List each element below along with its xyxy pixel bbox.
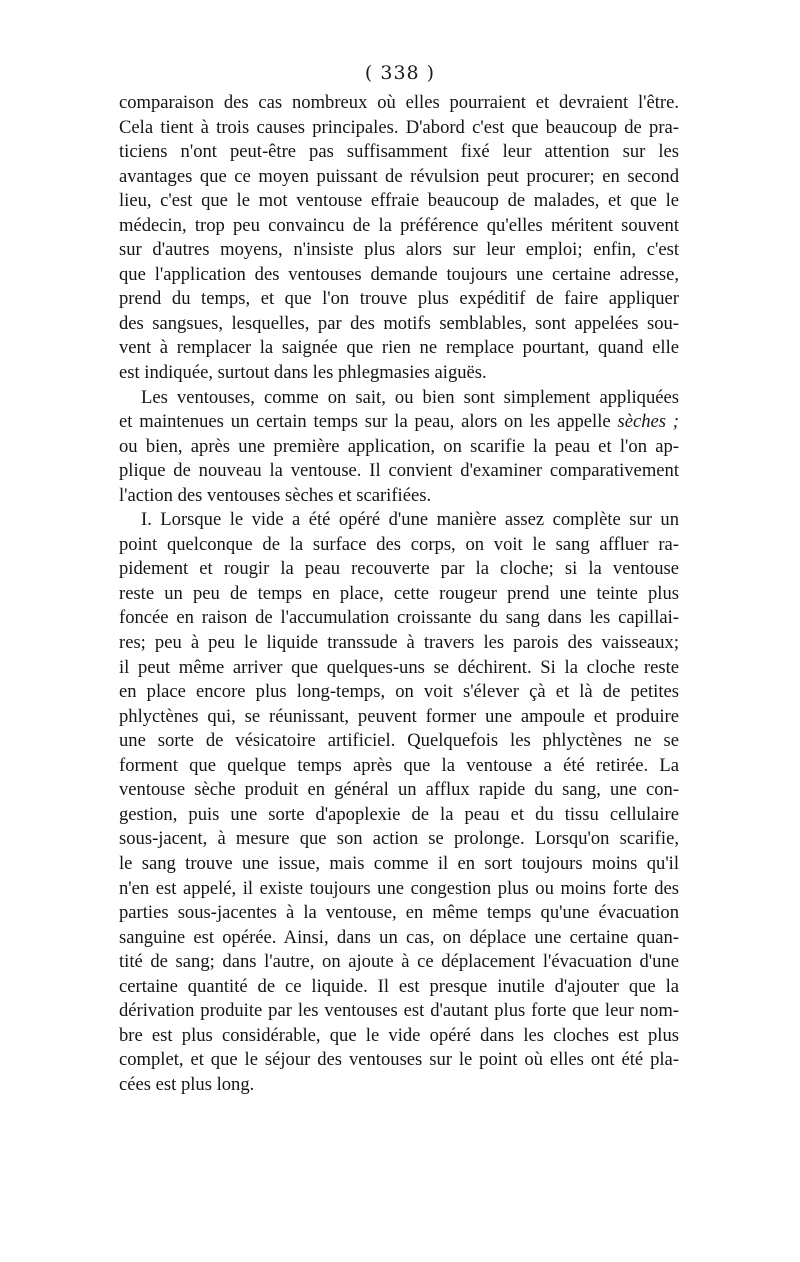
text-line: Cela tient à trois causes principales. D'abord c'est que beaucoup de pra- <box>119 116 679 138</box>
text-line: sous-jacent, à mesure que son action se prolonge. Lorsqu'on scarifie, <box>119 828 679 850</box>
text-line: il peut même arriver que quelques-uns se déchirent. Si la cloche reste <box>119 656 679 678</box>
text-line: parties sous-jacentes à la ventouse, en même temps qu'une évacuation <box>119 902 679 924</box>
page-number: ( 338 ) <box>364 62 436 84</box>
paragraph-3 <box>119 508 679 1097</box>
text-line-with-italic <box>119 410 679 435</box>
text-segment: et maintenues un certain temps sur la peau, alors on les appelle <box>119 411 611 433</box>
body-text <box>119 91 679 1097</box>
paragraph-1 <box>119 91 679 386</box>
text-line: pidement et rougir la peau recouverte par la cloche; si la ventouse <box>119 558 679 580</box>
text-line: bre est plus considérable, que le vide opéré dans les cloches est plus <box>119 1024 679 1046</box>
text-line: sanguine est opérée. Ainsi, dans un cas, on déplace une certaine quan- <box>119 926 679 948</box>
text-line: reste un peu de temps en place, cette rougeur prend une teinte plus <box>119 582 679 604</box>
text-line: sur d'autres moyens, n'insiste plus alors sur leur emploi; enfin, c'est <box>119 239 679 261</box>
text-line: dérivation produite par les ventouses est d'autant plus forte que leur nom- <box>119 1000 679 1022</box>
text-line: forment que quelque temps après que la ventouse a été retirée. La <box>119 754 679 776</box>
text-line: médecin, trop peu convaincu de la préférence qu'elles méritent souvent <box>119 214 679 236</box>
text-line: l'action des ventouses sèches et scarifiées. <box>119 484 432 506</box>
text-line: le sang trouve une issue, mais comme il en sort toujours moins qu'il <box>119 852 679 874</box>
text-line: Les ventouses, comme on sait, ou bien sont simplement appliquées <box>141 386 679 408</box>
text-line: res; peu à peu le liquide transsude à travers les parois des vaisseaux; <box>119 632 679 654</box>
text-line: ou bien, après une première application, on scarifie la peau et l'on ap- <box>119 435 679 457</box>
text-line: une sorte de vésicatoire artificiel. Quelquefois les phlyctènes ne se <box>119 730 679 752</box>
text-line: cées est plus long. <box>119 1073 255 1095</box>
text-line: que l'application des ventouses demande toujours une certaine adresse, <box>119 263 679 285</box>
paragraph-2 <box>119 386 679 509</box>
text-line: avantages que ce moyen puissant de révulsion peut procurer; en second <box>119 165 679 187</box>
text-line: ticiens n'ont peut-être pas suffisamment fixé leur attention sur les <box>119 141 679 163</box>
text-line: en place encore plus long-temps, on voit s'élever çà et là de petites <box>119 681 679 703</box>
text-line: point quelconque de la surface des corps, on voit le sang affluer ra- <box>119 533 679 555</box>
text-line: foncée en raison de l'accumulation croissante du sang dans les capillai- <box>119 607 679 629</box>
text-line: complet, et que le séjour des ventouses sur le point où elles ont été pla- <box>119 1049 679 1071</box>
text-line: vent à remplacer la saignée que rien ne remplace pourtant, quand elle <box>119 337 679 359</box>
text-line: comparaison des cas nombreux où elles pourraient et devraient l'être. <box>119 92 679 113</box>
text-line: certaine quantité de ce liquide. Il est presque inutile d'ajouter que la <box>119 975 679 997</box>
text-line: n'en est appelé, il existe toujours une congestion plus ou moins forte des <box>119 877 679 899</box>
text-line: plique de nouveau la ventouse. Il convient d'examiner comparativement <box>119 460 679 482</box>
text-line: tité de sang; dans l'autre, on ajoute à ce déplacement l'évacuation d'une <box>119 951 679 973</box>
text-line: des sangsues, lesquelles, par des motifs semblables, sont appelées sou- <box>119 312 679 334</box>
text-line: ventouse sèche produit en général un afflux rapide du sang, une con- <box>119 779 679 801</box>
text-line: prend du temps, et que l'on trouve plus expéditif de faire appliquer <box>119 288 679 310</box>
text-line: gestion, puis une sorte d'apoplexie de la peau et du tissu cellulaire <box>119 803 679 825</box>
text-line: est indiquée, surtout dans les phlegmasies aiguës. <box>119 362 487 384</box>
italic-term: sèches ; <box>617 411 679 433</box>
text-line: I. Lorsque le vide a été opéré d'une manière assez complète sur un <box>141 509 679 531</box>
text-line: phlyctènes qui, se réunissant, peuvent former une ampoule et produire <box>119 705 679 727</box>
text-line: lieu, c'est que le mot ventouse effraie beaucoup de malades, et que le <box>119 190 679 212</box>
